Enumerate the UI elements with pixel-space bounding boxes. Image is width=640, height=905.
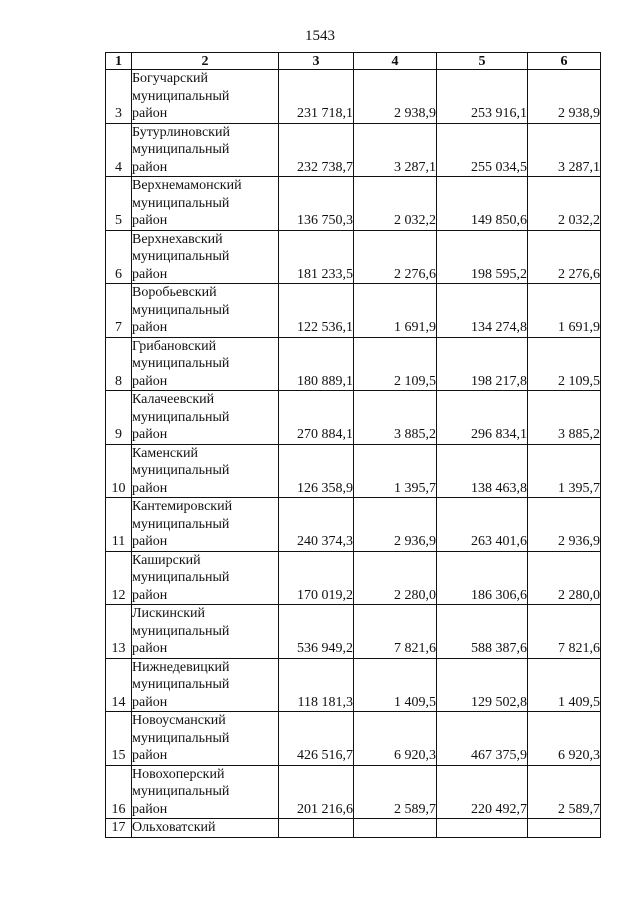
district-name: Лискинский муниципальный район	[132, 605, 279, 659]
district-name: Кантемировский муниципальный район	[132, 498, 279, 552]
value-col-6: 2 938,9	[528, 70, 601, 124]
district-name: Верхнехавский муниципальный район	[132, 230, 279, 284]
value-col-4: 1 409,5	[354, 658, 437, 712]
row-number: 14	[106, 658, 132, 712]
table-row	[106, 551, 601, 605]
value-col-4: 1 395,7	[354, 444, 437, 498]
row-number: 12	[106, 551, 132, 605]
value-col-3: 122 536,1	[279, 284, 354, 338]
row-number: 11	[106, 498, 132, 552]
value-col-6: 1 409,5	[528, 658, 601, 712]
table-row	[106, 337, 601, 391]
row-number: 10	[106, 444, 132, 498]
district-name: Ольховатский	[132, 819, 279, 838]
row-number: 7	[106, 284, 132, 338]
value-col-5: 263 401,6	[437, 498, 528, 552]
value-col-4: 2 936,9	[354, 498, 437, 552]
page-number: 1543	[305, 28, 335, 44]
value-col-6: 2 276,6	[528, 230, 601, 284]
value-col-5: 296 834,1	[437, 391, 528, 445]
value-col-3: 170 019,2	[279, 551, 354, 605]
column-header: 3	[279, 53, 354, 70]
value-col-4: 3 885,2	[354, 391, 437, 445]
row-number: 16	[106, 765, 132, 819]
value-col-3: 270 884,1	[279, 391, 354, 445]
district-name: Каменский муниципальный район	[132, 444, 279, 498]
value-col-6: 3 287,1	[528, 123, 601, 177]
table-row	[106, 819, 601, 838]
budget-table	[105, 52, 601, 838]
value-col-4: 3 287,1	[354, 123, 437, 177]
table-row	[106, 177, 601, 231]
value-col-6: 1 691,9	[528, 284, 601, 338]
value-col-3: 118 181,3	[279, 658, 354, 712]
value-col-3: 201 216,6	[279, 765, 354, 819]
value-col-6: 2 032,2	[528, 177, 601, 231]
value-col-4	[354, 819, 437, 838]
row-number: 8	[106, 337, 132, 391]
table-row	[106, 284, 601, 338]
value-col-3: 136 750,3	[279, 177, 354, 231]
column-header: 5	[437, 53, 528, 70]
row-number: 13	[106, 605, 132, 659]
column-header: 2	[132, 53, 279, 70]
table-row	[106, 658, 601, 712]
row-number: 4	[106, 123, 132, 177]
value-col-5: 129 502,8	[437, 658, 528, 712]
value-col-6: 2 936,9	[528, 498, 601, 552]
value-col-5	[437, 819, 528, 838]
header-row	[106, 53, 601, 70]
column-header: 6	[528, 53, 601, 70]
value-col-4: 2 276,6	[354, 230, 437, 284]
table-row	[106, 605, 601, 659]
row-number: 17	[106, 819, 132, 838]
table-row	[106, 712, 601, 766]
value-col-3: 232 738,7	[279, 123, 354, 177]
value-col-3	[279, 819, 354, 838]
table-row	[106, 123, 601, 177]
value-col-5: 149 850,6	[437, 177, 528, 231]
value-col-5: 198 595,2	[437, 230, 528, 284]
value-col-4: 2 280,0	[354, 551, 437, 605]
value-col-5: 134 274,8	[437, 284, 528, 338]
value-col-5: 588 387,6	[437, 605, 528, 659]
row-number: 9	[106, 391, 132, 445]
value-col-3: 180 889,1	[279, 337, 354, 391]
value-col-6: 1 395,7	[528, 444, 601, 498]
table-row	[106, 765, 601, 819]
value-col-4: 2 032,2	[354, 177, 437, 231]
row-number: 3	[106, 70, 132, 124]
value-col-3: 426 516,7	[279, 712, 354, 766]
value-col-4: 6 920,3	[354, 712, 437, 766]
value-col-5: 255 034,5	[437, 123, 528, 177]
value-col-3: 536 949,2	[279, 605, 354, 659]
value-col-5: 467 375,9	[437, 712, 528, 766]
table-body	[106, 53, 601, 838]
column-header: 4	[354, 53, 437, 70]
value-col-6: 7 821,6	[528, 605, 601, 659]
district-name: Бутурлиновский муниципальный район	[132, 123, 279, 177]
row-number: 15	[106, 712, 132, 766]
value-col-6	[528, 819, 601, 838]
value-col-6: 6 920,3	[528, 712, 601, 766]
district-name: Нижнедевицкий муниципальный район	[132, 658, 279, 712]
district-name: Грибановский муниципальный район	[132, 337, 279, 391]
district-name: Новохоперский муниципальный район	[132, 765, 279, 819]
value-col-6: 2 109,5	[528, 337, 601, 391]
value-col-5: 198 217,8	[437, 337, 528, 391]
value-col-6: 2 280,0	[528, 551, 601, 605]
value-col-6: 2 589,7	[528, 765, 601, 819]
value-col-3: 126 358,9	[279, 444, 354, 498]
value-col-5: 186 306,6	[437, 551, 528, 605]
value-col-3: 181 233,5	[279, 230, 354, 284]
district-name: Новоусманский муниципальный район	[132, 712, 279, 766]
district-name: Воробьевский муниципальный район	[132, 284, 279, 338]
column-header: 1	[106, 53, 132, 70]
table-row	[106, 498, 601, 552]
district-name: Калачеевский муниципальный район	[132, 391, 279, 445]
value-col-4: 2 938,9	[354, 70, 437, 124]
district-name: Верхнемамонский муниципальный район	[132, 177, 279, 231]
table-row	[106, 391, 601, 445]
value-col-4: 7 821,6	[354, 605, 437, 659]
value-col-5: 138 463,8	[437, 444, 528, 498]
table-row	[106, 230, 601, 284]
value-col-4: 2 589,7	[354, 765, 437, 819]
value-col-3: 231 718,1	[279, 70, 354, 124]
value-col-5: 220 492,7	[437, 765, 528, 819]
value-col-5: 253 916,1	[437, 70, 528, 124]
district-name: Каширский муниципальный район	[132, 551, 279, 605]
table-row	[106, 444, 601, 498]
value-col-4: 1 691,9	[354, 284, 437, 338]
district-name: Богучарский муниципальный район	[132, 70, 279, 124]
value-col-6: 3 885,2	[528, 391, 601, 445]
row-number: 5	[106, 177, 132, 231]
table-row	[106, 70, 601, 124]
value-col-4: 2 109,5	[354, 337, 437, 391]
value-col-3: 240 374,3	[279, 498, 354, 552]
row-number: 6	[106, 230, 132, 284]
